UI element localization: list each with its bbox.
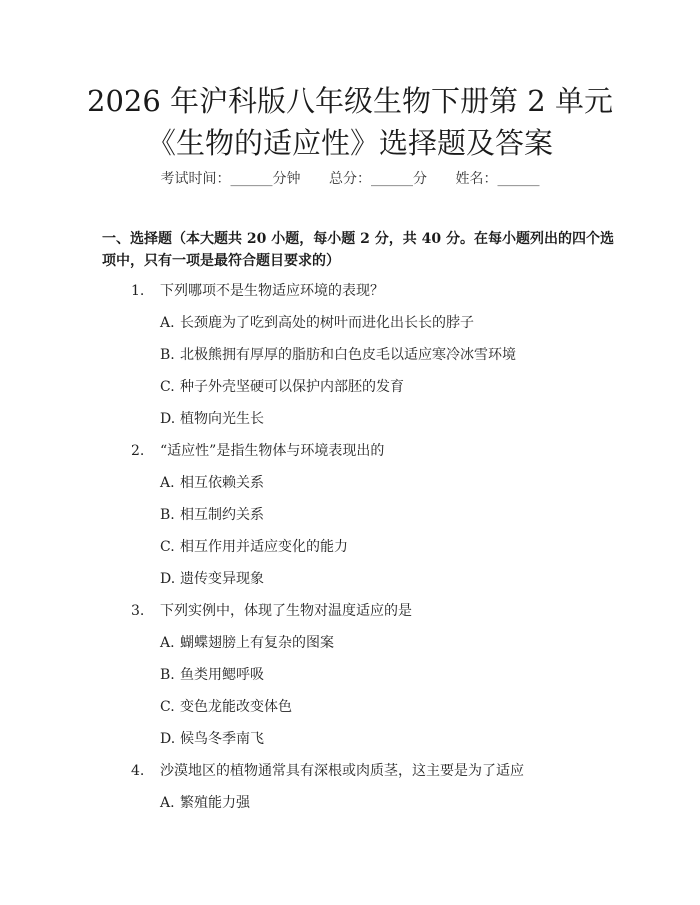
option-letter: C.: [160, 539, 175, 555]
option-text: 候鸟冬季南飞: [180, 731, 264, 747]
option-text: 植物向光生长: [180, 411, 264, 427]
option-letter: A.: [160, 315, 175, 331]
option-letter: D.: [160, 731, 176, 747]
total-score: 总分：______分: [329, 171, 427, 187]
option-text: 遗传变异现象: [180, 571, 264, 587]
option-text: 繁殖能力强: [180, 795, 250, 811]
option-text: 鱼类用鳃呼吸: [180, 667, 264, 683]
option-letter: D.: [160, 571, 176, 587]
option-letter: D.: [160, 411, 176, 427]
option-text: 长颈鹿为了吃到高处的树叶而进化出长长的脖子: [180, 315, 474, 331]
option-text: 相互依赖关系: [180, 475, 264, 491]
question-text: 下列哪项不是生物适应环境的表现？: [160, 283, 384, 299]
question-text: 沙漠地区的植物通常具有深根或肉质茎，这主要是为了适应: [160, 763, 524, 779]
question-text: “适应性”是指生物体与环境表现出的: [160, 443, 385, 459]
option-letter: B.: [160, 667, 175, 683]
question-number: 1.: [131, 283, 145, 299]
option-text: 种子外壳坚硬可以保护内部胚的发育: [180, 379, 404, 395]
question-number: 2.: [131, 443, 145, 459]
option-text: 变色龙能改变体色: [180, 699, 292, 715]
option-text: 相互作用并适应变化的能力: [180, 539, 348, 555]
option-letter: C.: [160, 699, 175, 715]
option-letter: B.: [160, 347, 175, 363]
question-number: 4.: [131, 763, 145, 779]
option-letter: A.: [160, 475, 175, 491]
section-heading: 一、选择题（本大题共 20 小题，每小题 2 分，共 40 分。在每小题列出的四个选项中，只有一项是最符合题目要求的）: [102, 231, 614, 269]
option-letter: A.: [160, 635, 175, 651]
option-text: 北极熊拥有厚厚的脂肪和白色皮毛以适应寒冷冰雪环境: [180, 347, 516, 363]
option-letter: B.: [160, 507, 175, 523]
option-letter: A.: [160, 795, 175, 811]
exam-meta: [0, 168, 700, 188]
option-text: 相互制约关系: [180, 507, 264, 523]
student-name: 姓名：______: [455, 171, 540, 187]
question-text: 下列实例中，体现了生物对温度适应的是: [160, 603, 412, 619]
option-text: 蝴蝶翅膀上有复杂的图案: [180, 635, 334, 651]
option-letter: C.: [160, 379, 175, 395]
question-number: 3.: [131, 603, 145, 619]
document-title: 2026 年沪科版八年级生物下册第 2 单元《生物的适应性》选择题及答案: [87, 84, 613, 160]
exam-time: 考试时间：______分钟: [160, 171, 301, 187]
